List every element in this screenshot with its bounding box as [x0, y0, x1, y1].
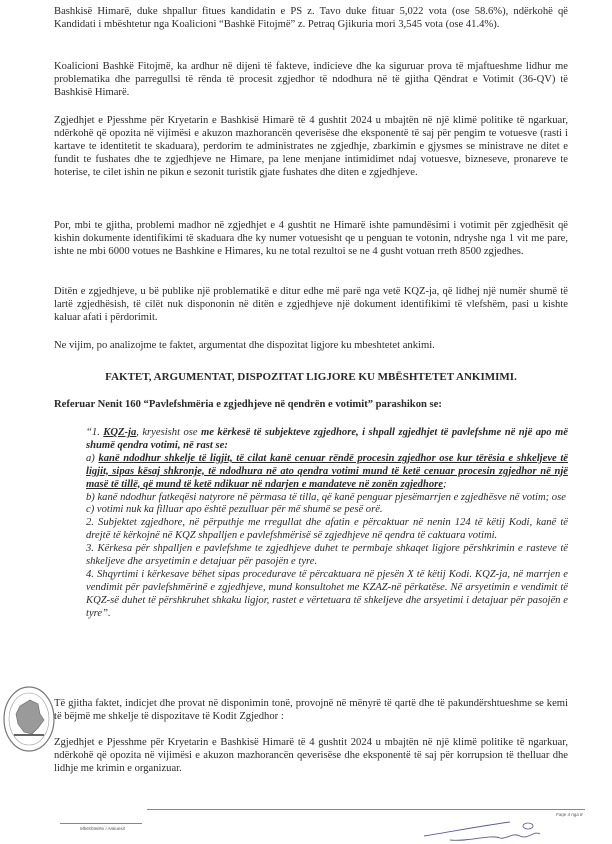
- paragraph-election-results: Bashkisë Himarë, duke shpallur fitues kandidatin e PS z. Tavo duke fituar 5,022 vota (ose 58.6%), ndërkohë që Kandidati i mbështetur nga Koalicioni “Bashkë Fitojmë” z. Petraq Gjikuria mori 3,545 vota (ose 41.4%).: [54, 6, 568, 30]
- paragraph-main-problem: Por, mbi te gjitha, problemi madhor në zgjedhjet e 4 gushtit ne Himarë ishte pamundësimi i votimit për zgjedhësit që kishin dokumente identifikimi të skaduara dhe ky numer votuesisht qe u penguan te votonin, ndryshe nga 1 vit me pare, ishte ne mbi 6000 votues ne Bashkine e Himares, ku ne total rezultoi se ne 4 gusht votuan rreth 8500 zgjedhes.: [54, 220, 568, 257]
- paragraph-political-climate: Zgjedhjet e Pjesshme për Kryetarin e Bashkisë Himarë të 4 gushtit 2024 u mbajtën në një klimë politike të ngarkuar, ndërkohë që opozita në vijimësi e akuzon mazhorancën qeverisëse dhe eksponentë të saj për pengim te votuesve (rasti i kartave te identitetit te skaduara), perdorim te administrates ne zgjedhje, zbarkimin e gjysmes se ministrave ne ditet e fundit te fushates dhe te zgjedhjeve ne Himare, pa lene menjane intimidimet ndaj votuesve, bizneseve, pronareve te hoterise, te cilet ishin ne pikun e sezonit turistik gjate fushates dhe diten e zgjedhjeve.: [54, 115, 568, 178]
- paragraph-election-day: Ditën e zgjedhjeve, u bë publike një problematikë e ditur edhe më parë nga vetë KQZ-ja, që lidhej një numër shumë të lartë zgjedhësish, të cilët nuk dispononin në ditën e zgjedhjeve një dokument identifikimi të vlefshëm, pasi u kishte kaluar afati i përdorimit.: [54, 286, 568, 323]
- quote-point-4: 4. Shqyrtimi i kërkesave bëhet sipas procedurave të përcaktuara në pjesën X të këtij Kodi. KQZ-ja, në marrjen e vendimit për pavlefshmërinë e zgjedhjeve, mund konsultohet me KZAZ-në përkatëse. Në arsyetimin e vendimit të KQZ-së duhet të përshkruhet shkaku ligjor, rastet e vërtetuara të shkeljeve dhe arsyetimi i detajuar për pasojën e tyre”.: [86, 568, 568, 619]
- page-number: Faqe 4 nga 8: [556, 812, 583, 817]
- quote-point-b: b) kanë ndodhur fatkeqësi natyrore në përmasa të tilla, që kanë penguar pjesëmarrjen e zgjedhësve në votim; ose: [86, 491, 566, 503]
- paragraph-political-climate-repeat: Zgjedhjet e Pjesshme për Kryetarin e Bashkisë Himarë të 4 gushtit 2024 u mbajtën në një klimë politike të ngarkuar, ndërkohë që opozita në vijimësi e akuzon mazhorancën qeverisëse dhe eksponentë të saj për korrupsion të thelluar dhe lidhje me krimin e organizuar.: [54, 737, 568, 774]
- section-heading: FAKTET, ARGUMENTAT, DISPOZITAT LIGJORE KU MBËSHTETET ANKIMIMI.: [105, 371, 517, 383]
- quoted-article: [86, 427, 568, 621]
- paragraph-coalition-evidence: Koalicioni Bashkë Fitojmë, ka ardhur në dijeni të fakteve, indicieve dhe ka siguruar prova të mjaftueshme lidhur me problematika dhe parregullsi të rënda të procesit zgjedhor të ndodhura në të gjitha Qëndrat e Votimit (36-QV) të Bashkisë Himarë.: [54, 61, 568, 98]
- paragraph-analysis-intro: Ne vijim, po analizojme te faktet, argumentat dhe dispozitat ligjore ku mbeshtetet ankimi.: [54, 340, 435, 351]
- legal-reference: Referuar Nenit 160 “Pavlefshmëria e zgjedhjeve në qendrën e votimit” parashikon se:: [54, 399, 442, 410]
- quote-point-a: a) kanë ndodhur shkelje të ligjit, të cilat kanë cenuar rëndë procesin zgjedhor ose kur tërësia e shkeljeve të ligjit, sipas kësaj shkronje, të ndodhura në ato qendra votimi mund të ketë cenuar procesin zgjedhor në një masë të tillë, që mund të ketë ndikuar në ndarjen e mandateve në zonën zgjedhore;: [86, 452, 568, 490]
- footer-divider: [147, 809, 585, 810]
- signature-line: [60, 823, 142, 824]
- quote-point-2: 2. Subjektet zgjedhore, në përputhje me rregullat dhe afatin e përcaktuar në nenin 124 të këtij Kodi, kanë të drejtë të kërkojnë në KQZ shpalljen e pavlefshmërisë së zgjedhjeve në qendra të caktuara votimi.: [86, 517, 568, 542]
- paragraph-conclusion: Të gjitha faktet, indicjet dhe provat në disponimin tonë, provojnë në mënyrë të qartë dhe të pakundërshtueshme se kemi të bëjmë me shkelje të dispozitave të Kodit Zgjedhor :: [54, 698, 568, 722]
- quote-point-3: 3. Kërkesa për shpalljen e pavlefshme te zgjedhjeve duhet te permbaje shkaqet ligjore përshkrimin e rasteve të shkeljeve dhe arsyetimin e detajuar për pasojën e tyre.: [86, 543, 568, 568]
- quote-point-c: c) votimi nuk ka filluar apo është pezulluar për më shumë se pesë orë.: [86, 504, 383, 516]
- signature-icon: [420, 820, 560, 844]
- quote-point-1: “1. KQZ-ja, kryesisht ose me kërkesë të subjekteve zgjedhore, i shpall zgjedhjet të pavlefshme në një apo më shumë qendra votimi, në rast se:: [86, 427, 568, 451]
- coalition-stamp-icon: [2, 684, 56, 754]
- supporter-label: Mbështetësi i Ankuesit: [80, 826, 125, 831]
